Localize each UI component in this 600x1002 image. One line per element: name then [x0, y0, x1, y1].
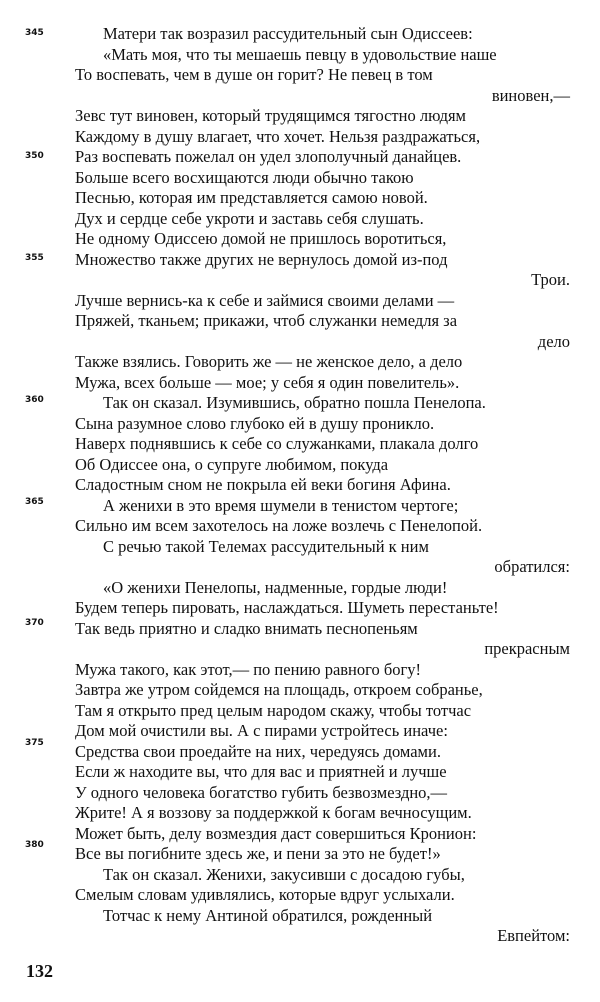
- verse-line: Дух и сердце себе укроти и заставь себя слушать.: [75, 208, 424, 228]
- line-number-375: 375: [25, 738, 44, 748]
- verse-line: С речью такой Телемах рассудительный к ним: [103, 536, 429, 556]
- verse-line: Там я открыто пред целым народом скажу, чтобы тотчас: [75, 700, 472, 720]
- verse-line: Раз воспевать пожелал он удел злополучный данайцев.: [75, 147, 462, 166]
- verse-line: Так ведь приятно и сладко внимать песнопеньям: [75, 618, 418, 638]
- line-number-345: 345: [25, 28, 44, 38]
- verse-line-continuation: прекрасным: [484, 639, 570, 658]
- verse-line: «О женихи Пенелопы, надменные, гордые люди!: [103, 577, 448, 597]
- verse-line: Средства свои проедайте на них, чередуясь домами.: [75, 741, 441, 761]
- verse-line: Лучше вернись-ка к себе и займися своими делами —: [75, 290, 455, 310]
- verse-line: Каждому в душу влагает, что хочет. Нельзя раздражаться,: [75, 126, 481, 146]
- verse-line: Смелым словам удивлялись, которые вдруг услыхали.: [75, 885, 455, 904]
- line-number-360: 360: [25, 395, 44, 405]
- verse-line-continuation: Евпейтом:: [497, 926, 570, 945]
- verse-line: У одного человека богатство губить безвозмездно,—: [75, 782, 448, 802]
- verse-line: Сладостным сном не покрыла ей веки богиня Афина.: [75, 475, 451, 494]
- verse-line-continuation: дело: [537, 331, 570, 351]
- verse-line: Наверх поднявшись к себе со служанками, плакала долго: [75, 434, 479, 453]
- line-number-355: 355: [25, 253, 44, 263]
- line-number-350: 350: [25, 151, 44, 161]
- verse-line: А женихи в это время шумели в тенистом чертоге;: [103, 495, 459, 515]
- verse-line: Мужа такого, как этот,— по пению равного богу!: [75, 659, 422, 679]
- verse-line: Дом мой очистили вы. А с пирами устройтесь иначе:: [75, 721, 448, 740]
- line-number-365: 365: [25, 497, 44, 507]
- poem-text: [75, 24, 570, 947]
- verse-line: Так он сказал. Изумившись, обратно пошла Пенелопа.: [103, 393, 486, 412]
- verse-line: Так он сказал. Женихи, закусивши с досадою губы,: [103, 864, 465, 884]
- verse-line: Если ж находите вы, что для вас и приятней и лучше: [75, 762, 447, 781]
- verse-line-continuation: виновен,—: [491, 85, 570, 105]
- verse-line: Жрите! А я воззову за поддержкой к богам вечносущим.: [75, 803, 472, 822]
- verse-line: Тотчас к нему Антиной обратился, рожденный: [103, 905, 433, 925]
- verse-line-continuation: обратился:: [494, 557, 570, 576]
- verse-line: Больше всего восхищаются люди обычно такою: [75, 167, 414, 187]
- verse-line: Не одному Одиссею домой не пришлось воротиться,: [75, 229, 447, 248]
- verse-line: Зевс тут виновен, который трудящимся тягостно людям: [75, 106, 466, 125]
- verse-line: Может быть, делу возмездия даст совершиться Кронион:: [75, 823, 477, 843]
- verse-line: Песнью, которая им представляется самою новой.: [75, 188, 428, 207]
- verse-line: Все вы погибните здесь же, и пени за это не будет!»: [75, 844, 441, 863]
- verse-line: То воспевать, чем в душе он горит? Не певец в том: [75, 65, 433, 84]
- verse-line: Будем теперь пировать, наслаждаться. Шуметь перестаньте!: [75, 598, 499, 617]
- verse-line: Также взялись. Говорить же — не женское дело, а дело: [75, 352, 463, 371]
- verse-line: «Мать моя, что ты мешаешь певцу в удовольствие наше: [103, 44, 497, 64]
- verse-line: Завтра же утром сойдемся на площадь, откроем собранье,: [75, 680, 483, 699]
- page-number: 132: [26, 961, 53, 981]
- verse-line: Сильно им всем захотелось на ложе возлечь с Пенелопой.: [75, 516, 483, 535]
- verse-line-continuation: Трои.: [531, 270, 570, 289]
- line-number-380: 380: [25, 840, 44, 850]
- verse-line: Множество также других не вернулось домой из-под: [75, 249, 448, 269]
- verse-line: Об Одиссее она, о супруге любимом, покуда: [75, 454, 389, 474]
- verse-line: Матери так возразил рассудительный сын Одиссеев:: [103, 24, 473, 43]
- verse-line: Мужа, всех больше — мое; у себя я один повелитель».: [75, 372, 460, 392]
- verse-line: Пряжей, тканьем; прикажи, чтоб служанки немедля за: [75, 311, 458, 330]
- line-number-370: 370: [25, 618, 44, 628]
- verse-line: Сына разумное слово глубоко ей в душу проникло.: [75, 413, 435, 433]
